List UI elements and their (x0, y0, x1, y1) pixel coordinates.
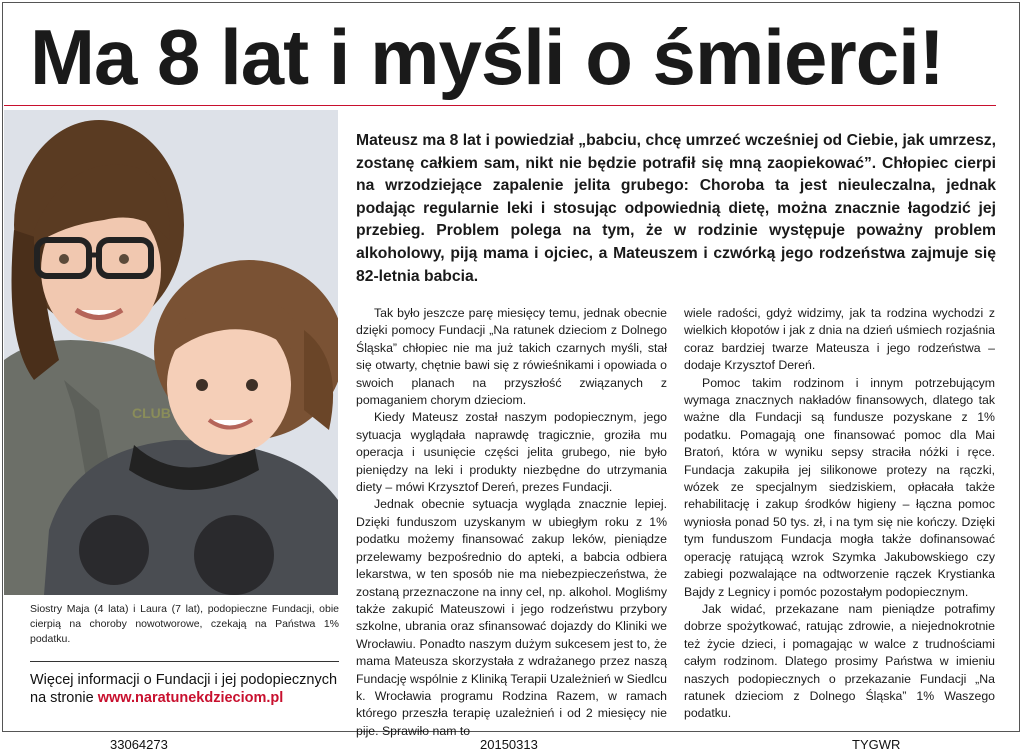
footer-id: 33064273 (110, 737, 168, 752)
shirt-print: CLUB (132, 405, 171, 421)
paragraph: Jednak obecnie sytuacja wygląda znacznie lepiej. Dzięki funduszom uzyskanym w ubiegłym roku z 1% podatku możemy finansować zakup leków, pieniądze przelewamy bezpośrednio do apteki, a babcia odbiera lekarstwa, w ten sposób nie ma niebezpieczeństwa, że zostaną przeznaczone na inny cel, np. alkohol. Mogliśmy także zakupić Mateuszowi i jego rodzeństwu przybory szkolne, ubrania oraz sfinansować dojazdy do Kliniki we Wrocławiu. Ponadto naszym dużym sukcesem jest to, że mama Mateusza skorzystała z wdrażanego przez naszą Fundację wspólnie z Kliniką Terapii Uzależnień w Siedlcu k. Wrocławia programu Rodzina Razem, w ramach którego przeszła terapię uzależnień i od 2 miesięcy nie pije. Sprawiło nam to (356, 497, 667, 738)
more-info (30, 671, 345, 707)
photo-caption: Siostry Maja (4 lata) i Laura (7 lat), podopieczne Fundacji, obie cierpią na choroby nowotworowe, czekają na Państwa 1% podatku. (30, 603, 339, 645)
lead-paragraph: Mateusz ma 8 lat i powiedział „babciu, chcę umrzeć wcześniej od Ciebie, jak umrzesz, zostanę całkiem sam, nikt nie będzie potrafił się mną zaopiekować”. Chłopiec cierpi na wrzodziejące zapalenie jelita grubego: Choroba ta jest nieuleczalna, jednak podając regularnie leki i stosując odpowiednią dietę, można znacznie łagodzić jej przebieg. Problem polega na tym, że w rodzinie występuje poważny problem alkoholowy, piją mama i ojciec, a Mateuszem i czwórką jego rodzeństwa zajmuje się 82-letnia babcia. (356, 132, 996, 285)
paragraph: Tak było jeszcze parę miesięcy temu, jednak obecnie dzięki pomocy Fundacji „Na ratunek dzieciom z Dolnego Śląska” chłopiec nie ma już takich czarnych myśli, stał się otwarty, chętnie bawi się z rówieśnikami i opowiada o swoich planach na przyszłość związanych z pomaganiem chorym dzieciom. (356, 306, 667, 408)
paragraph: Pomoc takim rodzinom i innym potrzebującym wymaga znacznych nakładów finansowych, dlatego tak ważne dla Fundacji są fundusze pozyskane z 1% podatku. Pomagają one finansować pomoc dla Mai Bratoń, która w wyniku sepsy straciła nóżki i ręce. Fundacja zakupiła jej silikonowe protezy na rączki, wózek ze specjalnym siedziskiem, opłacała także rehabilitację i zakup środków higieny – łączna pomoc wyniosła ponad 50 tys. zł, i na tym się nie kończy. Dzięki tym funduszom Fundacja mogła także dofinansować operację ratującą wzrok Szymka Jakubowskiego czy zabiegi pozwalające na odtworzenie rączek Krystianka Bajdy z Legnicy i pomóc pozostałym podopiecznym. (684, 375, 995, 599)
photo-children (4, 110, 338, 595)
caption-separator (30, 661, 339, 662)
paragraph: wiele radości, gdyż widzimy, jak ta rodzina wychodzi z wielkich kłopotów i jak z dnia na dzień uśmiech rozjaśnia coraz bardziej twarze Mateusza i jego rodzeństwa – dodaje Krzysztof Dereń. (684, 306, 995, 373)
article-column-1 (356, 305, 667, 740)
article-column-2 (684, 305, 995, 723)
footer-code: TYGWR (852, 737, 901, 752)
headline: Ma 8 lat i myśli o śmierci! (30, 13, 944, 101)
more-info-text: Więcej informacji o Fundacji i jej podopiecznych na stronie (30, 672, 338, 706)
foundation-url-link[interactable]: www.naratunekdzieciom.pl (97, 690, 284, 706)
paragraph: Jak widać, przekazane nam pieniądze potrafimy dobrze spożytkować, ratując zdrowie, a niejednokrotnie też życie dzieci, i pomagając w walce z trudnościami całym rodzinom. Dlatego prosimy Państwa w imieniu naszych podopiecznych o przekazanie Fundacji „Na ratunek dzieciom z Dolnego Śląska” 1% Waszego podatku. (684, 601, 995, 721)
footer-date: 20150313 (480, 737, 538, 752)
headline-rule (4, 105, 996, 106)
paragraph: Kiedy Mateusz został naszym podopiecznym, jego sytuacja wyglądała naprawdę tragicznie, groziła mu operacja i usunięcie części jelita grubego, nie było pieniędzy na leki i produkty niezbędne do utrzymania diety – mówi Krzysztof Dereń, prezes Fundacji. (356, 410, 667, 495)
